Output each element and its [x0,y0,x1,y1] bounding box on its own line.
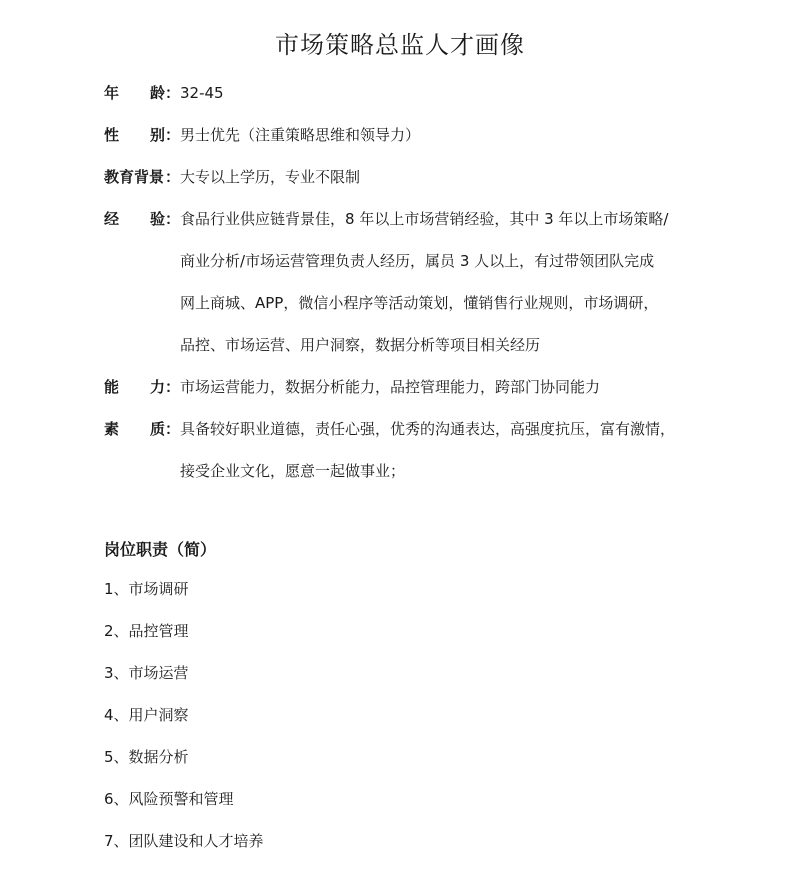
profile-label [104,114,180,156]
profile-section [104,72,724,492]
profile-label [104,72,180,114]
profile-value [180,408,724,492]
list-item: 3、市场运营 [104,664,189,682]
value-line: 商业分析/市场运营管理负责人经历，属员 3 人以上，有过带领团队完成 [180,252,655,270]
label-char: 质： [149,420,180,438]
list-item: 5、数据分析 [104,748,189,766]
page-title: 市场策略总监人才画像 [275,31,525,59]
label-char: 素 [104,420,120,438]
profile-row-experience [104,198,724,366]
profile-label [104,198,180,240]
label-char: 年 [104,84,120,102]
profile-row-education [104,156,724,198]
label-char: 能 [104,378,120,396]
label-char: 别： [149,126,180,144]
label-char: 验： [149,210,180,228]
list-item: 7、团队建设和人才培养 [104,832,264,850]
label-char: 龄： [149,84,180,102]
list-item: 2、品控管理 [104,622,189,640]
profile-value [180,198,724,366]
profile-label [104,156,180,198]
label-colon: ： [164,168,180,186]
value-line: 食品行业供应链背景佳，8 年以上市场营销经验，其中 3 年以上市场策略/ [180,210,669,228]
list-item: 4、用户洞察 [104,706,189,724]
label-char: 经 [104,210,120,228]
value-line: 网上商城、APP，微信小程序等活动策划，懂销售行业规则，市场调研， [180,294,659,312]
profile-row-age [104,72,724,114]
value-line: 品控、市场运营、用户洞察，数据分析等项目相关经历 [180,336,541,354]
label-char: 力： [149,378,180,396]
profile-value: 32-45 [180,84,224,102]
duties-list [104,568,604,862]
profile-value: 大专以上学历，专业不限制 [180,168,361,186]
duties-heading: 岗位职责（简） [104,540,217,559]
list-item: 6、风险预警和管理 [104,790,234,808]
list-item: 1、市场调研 [104,580,189,598]
profile-value: 男士优先（注重策略思维和领导力） [180,126,421,144]
profile-label [104,408,180,450]
label-text: 教育背景 [104,168,165,186]
profile-row-gender [104,114,724,156]
profile-value: 市场运营能力，数据分析能力，品控管理能力，跨部门协同能力 [180,378,601,396]
label-char: 性 [104,126,120,144]
value-line: 接受企业文化，愿意一起做事业； [180,462,406,480]
profile-row-ability [104,366,724,408]
profile-label [104,366,180,408]
value-line: 具备较好职业道德，责任心强，优秀的沟通表达，高强度抗压，富有激情， [180,420,676,438]
profile-row-quality [104,408,724,492]
